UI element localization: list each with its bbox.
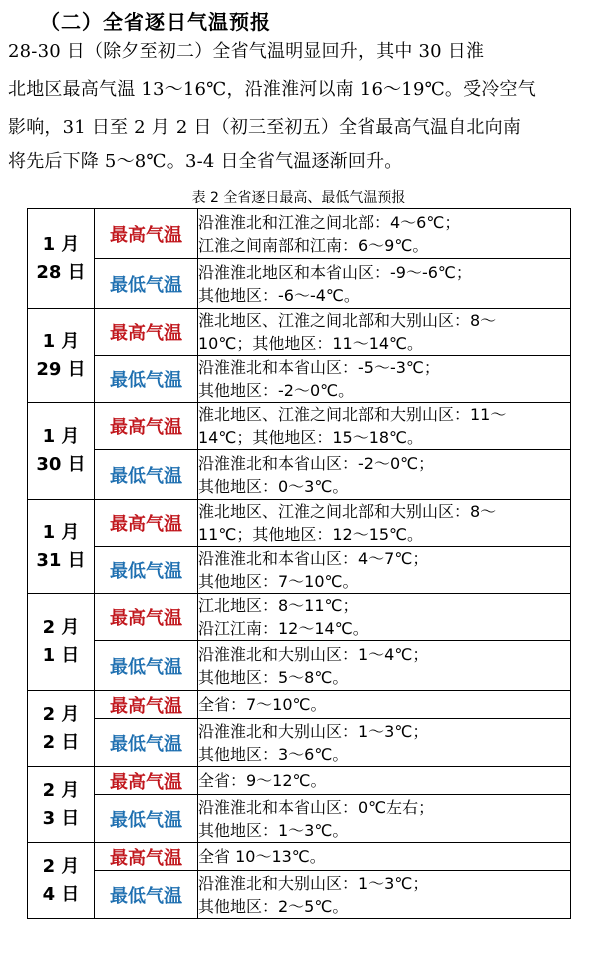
max-temp-label: 最高气温 [95,209,198,259]
min-temp-forecast [198,795,571,843]
date-line: 4 日 [42,883,80,905]
forecast-line: 淮北地区、江淮之间北部和大别山区：11～ [198,405,507,424]
max-temp-label: 最高气温 [95,691,198,719]
table-row [28,500,571,547]
forecast-line: 沿淮淮北和本省山区：-5～-3℃； [198,358,440,377]
forecast-line: 沿淮淮北和本省山区：4～7℃； [198,549,429,568]
max-temp-forecast [198,767,571,795]
forecast-line: 全省：9～12℃。 [198,771,327,790]
min-temp-forecast [198,450,571,500]
min-temp-label: 最低气温 [95,641,198,691]
date-line: 1 月 [42,426,80,447]
max-temp-forecast [198,691,571,719]
table-row [28,767,571,795]
table-row [28,795,571,843]
date-cell [28,594,95,691]
forecast-line: 其他地区：-6～-4℃。 [198,285,360,305]
date-cell [28,691,95,767]
forecast-line: 11℃；其他地区：12～15℃。 [198,525,424,544]
table-row [28,594,571,641]
forecast-line: 全省 10～13℃。 [198,847,326,866]
max-temp-forecast [198,843,571,871]
table-row [28,209,571,259]
forecast-line: 其他地区：3～6℃。 [198,744,349,764]
min-temp-forecast [198,871,571,919]
temperature-forecast-table [27,208,571,919]
min-temp-forecast [198,259,571,309]
forecast-line: 其他地区：5～8℃。 [198,667,349,687]
table-row [28,719,571,767]
max-temp-forecast [198,403,571,450]
paragraph-line: 将先后下降 5～8℃。3-4 日全省气温逐渐回升。 [8,151,403,172]
date-line: 2 月 [42,779,80,801]
date-cell [28,843,95,919]
paragraph-line: 北地区最高气温 13～16℃，沿淮淮河以南 16～19℃。受冷空气 [8,79,536,100]
date-cell [28,403,95,500]
forecast-line: 14℃；其他地区：15～18℃。 [198,428,424,447]
min-temp-label: 最低气温 [95,450,198,500]
forecast-line: 其他地区：0～3℃。 [198,476,349,496]
forecast-line: 其他地区：1～3℃。 [198,820,349,840]
table-row [28,309,571,356]
date-line: 2 日 [42,731,80,753]
forecast-line: 沿淮淮北和大别山区：1～3℃； [198,873,429,893]
min-temp-forecast [198,356,571,403]
min-temp-label: 最低气温 [95,259,198,309]
table-row [28,450,571,500]
max-temp-forecast [198,594,571,641]
max-temp-forecast [198,500,571,547]
forecast-line: 江淮之间南部和江南：6～9℃。 [198,235,429,255]
min-temp-label: 最低气温 [95,356,198,403]
min-temp-label: 最低气温 [95,547,198,594]
min-temp-label: 最低气温 [95,871,198,919]
max-temp-forecast [198,209,571,259]
date-line: 1 月 [42,233,80,255]
forecast-line: 全省：7～10℃。 [198,695,327,714]
max-temp-forecast [198,309,571,356]
paragraph-line: 影响，31 日至 2 月 2 日（初三至初五）全省最高气温自北向南 [8,117,522,138]
table-row [28,691,571,719]
max-temp-label: 最高气温 [95,767,198,795]
date-cell [28,209,95,309]
table-row [28,871,571,919]
date-line: 2 月 [42,855,80,877]
forecast-line: 沿淮淮北和江淮之间北部：4～6℃； [198,212,461,232]
min-temp-forecast [198,547,571,594]
date-line: 1 月 [42,330,80,352]
min-temp-label: 最低气温 [95,719,198,767]
table-row [28,403,571,450]
date-line: 2 月 [42,617,80,638]
date-line: 31 日 [36,549,86,571]
table-row [28,547,571,594]
date-cell [28,309,95,403]
forecast-line: 其他地区：7～10℃。 [198,572,359,591]
table-row [28,259,571,309]
table-row [28,356,571,403]
forecast-line: 淮北地区、江淮之间北部和大别山区：8～ [198,311,497,330]
max-temp-label: 最高气温 [95,843,198,871]
forecast-line: 江北地区：8～11℃； [198,596,359,615]
date-line: 2 月 [42,703,80,725]
paragraph-line: 28-30 日（除夕至初二）全省气温明显回升，其中 30 日淮 [8,41,485,62]
table-row [28,641,571,691]
date-line: 30 日 [36,454,86,475]
date-line: 1 日 [42,645,80,666]
date-cell [28,500,95,594]
date-line: 28 日 [36,261,86,283]
date-cell [28,767,95,843]
forecast-line: 淮北地区、江淮之间北部和大别山区：8～ [198,502,497,521]
max-temp-label: 最高气温 [95,309,198,356]
min-temp-forecast [198,641,571,691]
forecast-line: 沿淮淮北和大别山区：1～3℃； [198,721,429,741]
forecast-line: 其他地区：2～5℃。 [198,896,349,916]
section-heading: （二）全省逐日气温预报 [40,10,271,34]
date-line: 3 日 [42,807,80,829]
table-caption: 表 2 全省逐日最高、最低气温预报 [191,190,406,206]
forecast-line: 沿淮淮北和本省山区：-2～0℃； [198,453,435,473]
forecast-line: 沿江江南：12～14℃。 [198,619,369,638]
date-line: 29 日 [36,358,86,380]
max-temp-label: 最高气温 [95,500,198,547]
max-temp-label: 最高气温 [95,594,198,641]
min-temp-label: 最低气温 [95,795,198,843]
forecast-line: 其他地区：-2～0℃。 [198,381,355,400]
date-line: 1 月 [42,521,80,543]
forecast-line: 沿淮淮北地区和本省山区：-9～-6℃； [198,262,472,282]
table-row [28,843,571,871]
min-temp-forecast [198,719,571,767]
max-temp-label: 最高气温 [95,403,198,450]
forecast-line: 10℃；其他地区：11～14℃。 [198,334,424,353]
forecast-line: 沿淮淮北和本省山区：0℃左右； [198,797,435,817]
forecast-line: 沿淮淮北和大别山区：1～4℃； [198,644,429,664]
